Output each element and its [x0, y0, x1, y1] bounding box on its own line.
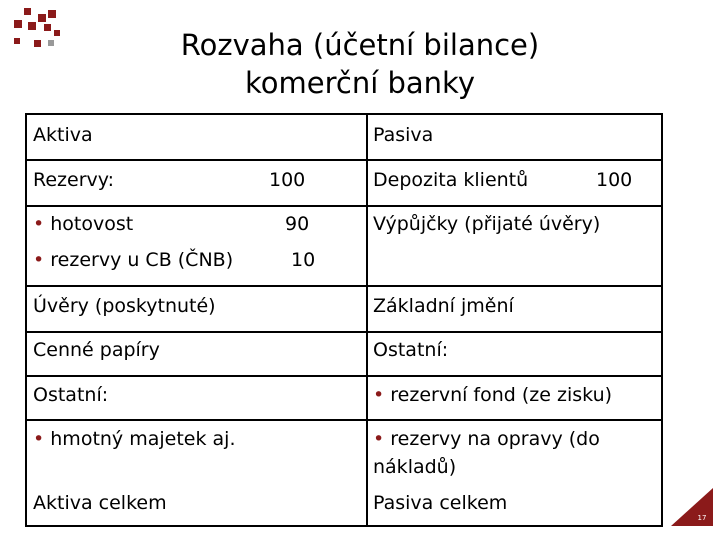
row-divider	[27, 419, 661, 421]
row-divider	[27, 159, 661, 161]
zakladni-jmeni-label: Základní jmění	[373, 295, 514, 317]
rezervni-fond-label: rezervní fond (ze zisku)	[390, 384, 613, 406]
rezervy-opravy-item	[373, 426, 600, 452]
rezervy-cb-value: 10	[291, 249, 316, 271]
row-divider	[27, 375, 661, 377]
uvery-label: Úvěry (poskytnuté)	[33, 295, 216, 317]
slide-number: 17	[697, 514, 707, 522]
row-divider	[27, 205, 661, 207]
bullet-icon: •	[373, 428, 385, 450]
hotovost-label: hotovost	[50, 213, 134, 235]
rezervni-fond-item	[373, 382, 612, 408]
cenne-papiry-label: Cenné papíry	[33, 339, 160, 361]
aktiva-celkem-label: Aktiva celkem	[33, 492, 167, 514]
hotovost-item	[33, 211, 133, 237]
rezervy-cb-label: rezervy u CB (ČNB)	[50, 249, 234, 271]
depozita-value: 100	[596, 169, 633, 191]
hmotny-majetek-label: hmotný majetek aj.	[50, 428, 236, 450]
pasiva-celkem-label: Pasiva celkem	[373, 492, 508, 514]
rezervy-cb-item	[33, 247, 233, 273]
title-line-1: Rozvaha (účetní bilance)	[180, 28, 540, 62]
bullet-icon: •	[33, 213, 45, 235]
bullet-icon: •	[373, 384, 385, 406]
hmotny-majetek-item	[33, 426, 235, 452]
vypujcky-label: Výpůjčky (přijaté úvěry)	[373, 213, 601, 235]
bullet-icon: •	[33, 428, 45, 450]
rezervy-value: 100	[269, 169, 306, 191]
pasiva-header: Pasiva	[373, 124, 434, 146]
row-divider	[27, 331, 661, 333]
title-line-2: komerční banky	[245, 66, 475, 100]
column-divider	[366, 115, 368, 525]
rezervy-opravy-label-2: nákladů)	[373, 456, 457, 478]
ostatni-aktiva-label: Ostatní:	[33, 384, 109, 406]
balance-sheet-table	[25, 113, 663, 527]
hotovost-value: 90	[285, 213, 310, 235]
ostatni-pasiva-label: Ostatní:	[373, 339, 449, 361]
aktiva-header: Aktiva	[33, 124, 93, 146]
slide-title	[100, 26, 620, 102]
logo-squares-icon	[0, 0, 64, 54]
rezervy-label: Rezervy:	[33, 169, 115, 191]
depozita-label: Depozita klientů	[373, 169, 529, 191]
bullet-icon: •	[33, 249, 45, 271]
row-divider	[27, 285, 661, 287]
slide-number-badge	[667, 484, 717, 530]
rezervy-opravy-label-1: rezervy na opravy (do	[390, 428, 600, 450]
